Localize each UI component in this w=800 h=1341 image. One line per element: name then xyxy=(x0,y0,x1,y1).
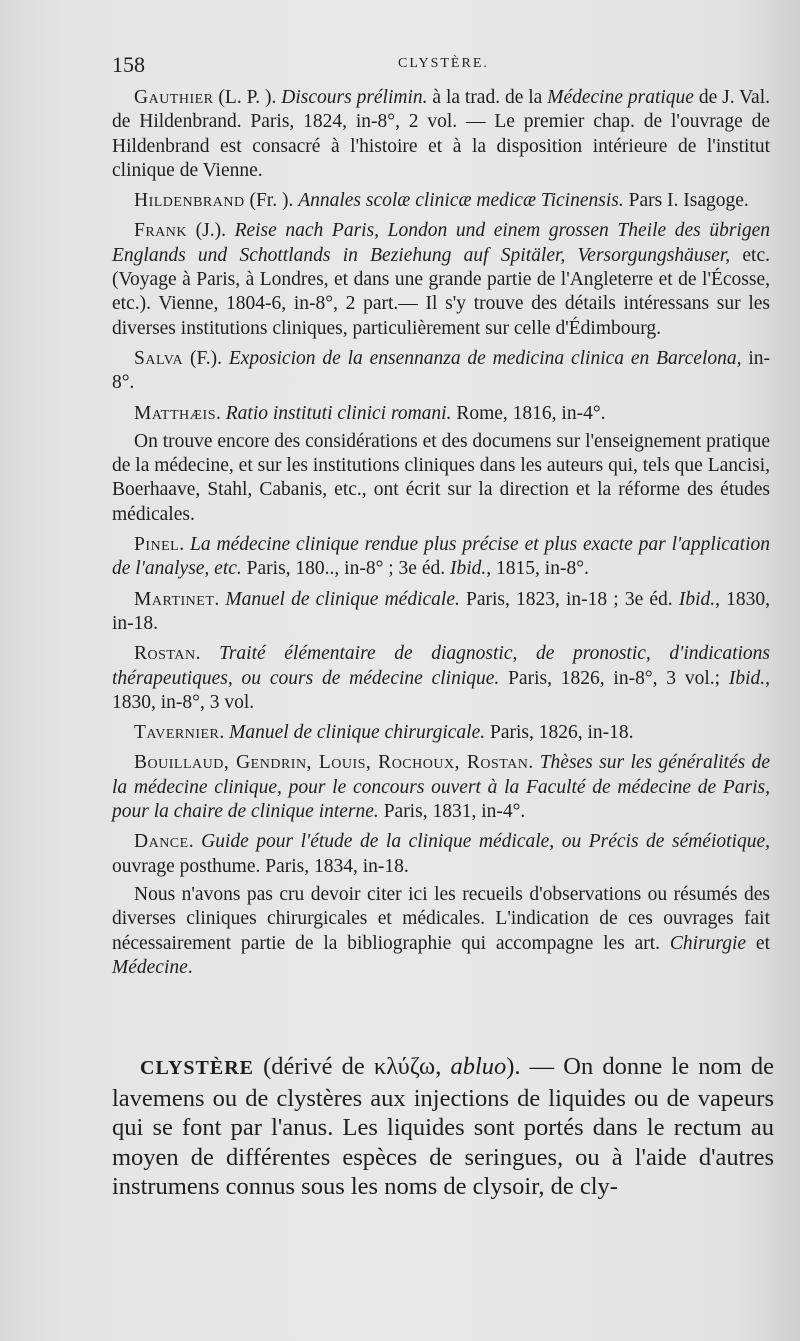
bib-author: Martinet xyxy=(134,588,215,610)
bib-rest2: , 1815, in-8°. xyxy=(486,558,589,580)
bib-title: Annales scolæ clinicæ medicæ Ticinensis. xyxy=(298,190,624,212)
bib-rest: Rome, 1816, in-4°. xyxy=(451,402,606,424)
bib-title2: Ibid. xyxy=(678,588,716,610)
article-paragraph xyxy=(112,1052,774,1202)
bib-entry xyxy=(112,86,770,183)
bib-note: On trouve encore des considérations et des documens sur l'enseignement pratique de la médecine, et sur les institutions cliniques dans les auteurs qui, tels que Lancisi, Boerhaave, Stahl, Cabanis, etc., ont écrit sur la direction et la réforme des études médicales. xyxy=(112,430,770,525)
bib-title: Traité élémentaire de diagnostic, de pronostic, d'indications thérapeutiques, ou cours de médecine clinique. xyxy=(112,643,771,689)
bib-title: Exposicion de la ensennanza de medicina clinica en Barcelona, xyxy=(228,347,742,369)
article-headword: CLYSTÈRE xyxy=(140,1057,254,1079)
bib-title: Discours prélimin. xyxy=(281,87,428,108)
article-latin: abluo xyxy=(450,1053,507,1080)
bib-title: Ratio instituti clinici romani. xyxy=(225,402,452,424)
bib-author: Rostan xyxy=(134,643,196,665)
bib-rest: Pars I. Isagoge. xyxy=(623,190,749,212)
bib-entry xyxy=(112,347,770,396)
bib-author-rest: . xyxy=(216,402,226,424)
bib-author: Hildenbrand xyxy=(134,190,245,212)
bibliography-section xyxy=(112,86,770,986)
bib-author: Bouillaud, Gendrin, Louis, Rochoux, Rostan xyxy=(134,752,529,774)
bib-author: Dance xyxy=(134,831,189,853)
bib-entry xyxy=(112,721,770,745)
bib-title2: Ibid. xyxy=(449,558,487,580)
closing-note-ref1: Chirurgie xyxy=(669,932,747,954)
bib-author-rest: (F.). xyxy=(183,347,229,369)
closing-note-text: Nous n'avons pas cru devoir citer ici les recueils d'observations ou résumés des diverses cliniques chirurgicales et médicales. L'indication de ces ouvrages fait nécessairement partie de la bibliographie qui accompagne les art. xyxy=(112,883,770,954)
bib-rest: Paris, 1826, in-8°, 3 vol.; xyxy=(499,667,729,689)
bib-title: Manuel de clinique médicale. xyxy=(225,588,460,610)
bib-rest: Paris, 1831, in-4°. xyxy=(378,801,526,823)
bib-rest: ouvrage posthume. Paris, 1834, in-18. xyxy=(112,855,409,877)
bib-entry xyxy=(112,402,770,426)
closing-note-mid: et xyxy=(746,932,770,954)
bib-entry xyxy=(112,189,770,213)
bib-author-rest: . xyxy=(219,722,230,744)
bib-author-rest: (J.). xyxy=(187,220,235,242)
bib-author-rest: . xyxy=(528,752,540,774)
article-greek: κλύζω xyxy=(373,1053,436,1080)
bib-rest: Paris, 1826, in-18. xyxy=(485,722,634,744)
page-header xyxy=(108,52,768,82)
bib-rest: etc. (Voyage à Paris, à Londres, et dans une grande partie de l'Angleterre et de l'Écosse, etc.). Vienne, 1804-6, in-8°, 2 part.— Il s'y trouve des détails intéressans sur les diverses institutions cliniques, particulièrement sur celle d'Édimbourg. xyxy=(112,244,770,339)
article-intro: (dérivé de xyxy=(253,1053,374,1080)
bib-author: Matthæis xyxy=(134,402,217,424)
bib-author-rest: . xyxy=(214,588,226,610)
bib-title2: Médecine pratique xyxy=(547,87,694,108)
bib-author: Tavernier xyxy=(134,722,220,744)
bib-rest2: , 1830, in-8°, 3 vol. xyxy=(112,667,770,713)
closing-note-end: . xyxy=(187,956,193,978)
bib-title: Guide pour l'étude de la clinique médicale, ou Précis de séméiotique, xyxy=(201,831,770,853)
bib-entry xyxy=(112,588,770,637)
bib-title: Manuel de clinique chirurgicale. xyxy=(229,722,486,744)
bib-title2: Ibid. xyxy=(728,667,766,689)
bib-author: Salva xyxy=(134,347,184,369)
bib-rest: à la trad. de la xyxy=(427,87,548,108)
closing-note-ref2: Médecine xyxy=(112,956,188,978)
article-section xyxy=(112,1052,774,1202)
page-number: 158 xyxy=(112,52,145,77)
bib-entry xyxy=(112,830,770,879)
bib-title: La médecine clinique rendue plus précise et plus exacte par l'application de l'analyse, etc. xyxy=(112,534,771,580)
bib-entry xyxy=(112,751,770,824)
bib-author-rest: . xyxy=(179,534,190,556)
bib-author-rest: . xyxy=(188,831,202,853)
bib-author-rest: . xyxy=(195,643,220,665)
article-text: ). — On donne le nom de lavemens ou de clystères aux injections de liquides ou de vapeurs qui se font par l'anus. Les liquides sont portés dans le rectum au moyen de différentes espèces de seringues, ou à l'aide d'autres instrumens connus sous les noms de clysoir, de cly- xyxy=(112,1053,775,1201)
bib-rest: in-8°. xyxy=(112,347,770,394)
closing-note xyxy=(112,883,770,980)
bib-title: Reise nach Paris, London und einem grossen Theile des übrigen Englands und Schottlands in Beziehung auf Spitäler, Versorgungshäuser, xyxy=(112,220,771,266)
running-title: CLYSTÈRE. xyxy=(398,56,489,71)
bib-rest: Paris, 1823, in-18 ; 3e éd. xyxy=(459,588,679,610)
bib-entry xyxy=(112,533,770,582)
bib-author-rest: (L. P. ). xyxy=(213,87,282,108)
bib-title: Thèses sur les généralités de la médecine clinique, pour le concours ouvert à la Faculté de médecine de Paris, pour la chaire de clinique interne. xyxy=(112,752,770,823)
bib-author: Gauthier xyxy=(134,87,214,108)
bib-entry xyxy=(112,219,770,340)
bib-author: Frank xyxy=(134,220,188,242)
bib-rest2: de J. Val. de Hildenbrand. Paris, 1824, in-8°, 2 vol. — Le premier chap. de l'ouvrage de Hildenbrand est consacré à l'histoire et à la disposition intérieure de l'institut clinique de Vienne. xyxy=(112,87,770,181)
bib-author: Pinel xyxy=(134,534,180,556)
bib-author-rest: (Fr. ). xyxy=(244,190,299,212)
bib-entry xyxy=(112,642,770,715)
bib-rest: Paris, 180.., in-8° ; 3e éd. xyxy=(241,558,450,580)
article-sep: , xyxy=(435,1053,451,1080)
bib-rest2: , 1830, in-18. xyxy=(112,588,771,634)
